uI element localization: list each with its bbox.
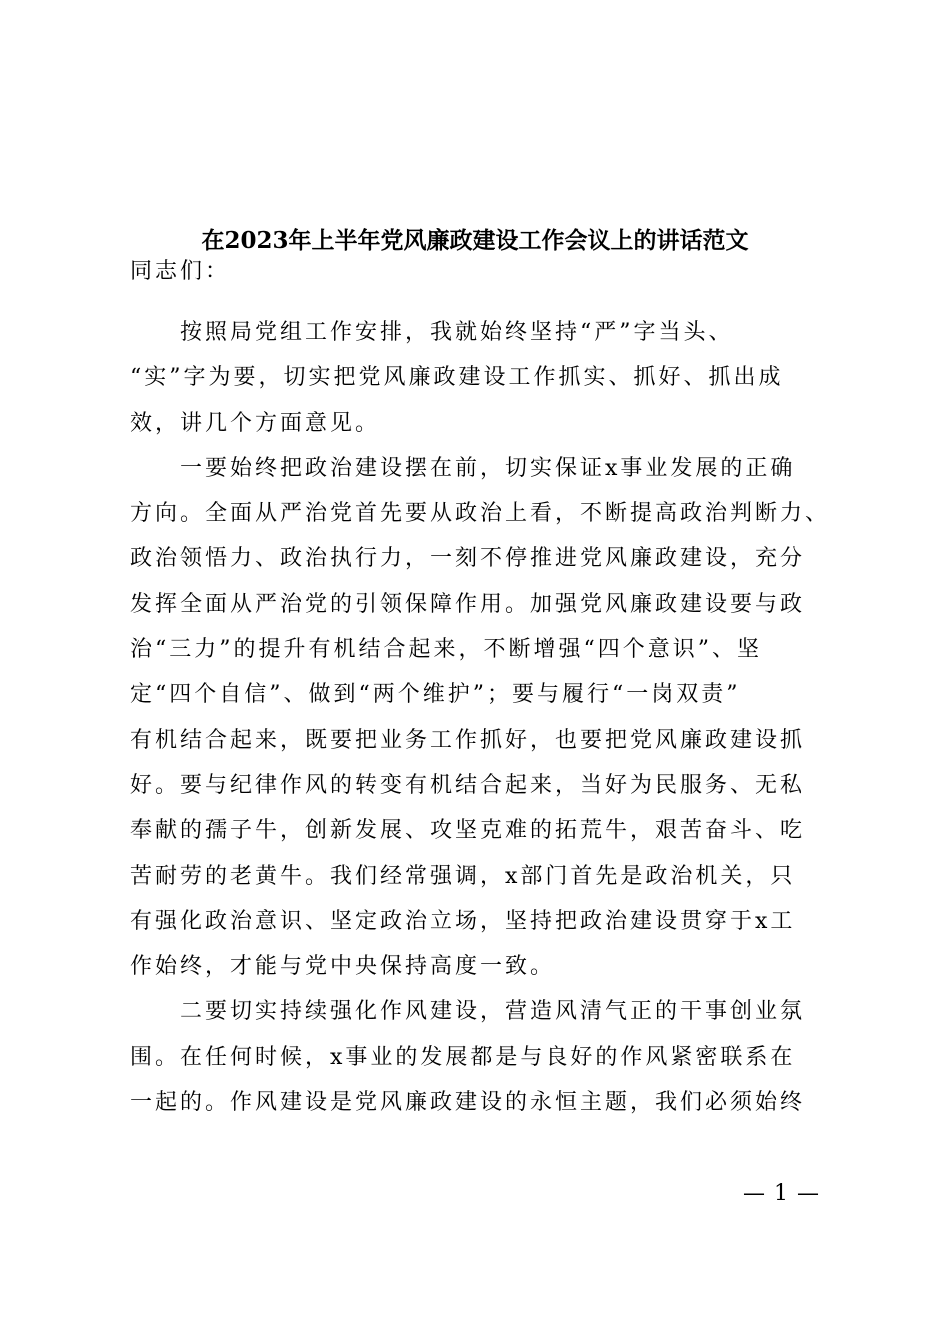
text-line: 发挥全面从严治党的引领保障作用。加强党风廉政建设要与政 <box>130 591 806 617</box>
text-line: 有强化政治意识、坚定政治立场，坚持把政治建设贯穿于x工 <box>130 908 796 934</box>
greeting: 同志们： <box>130 259 231 284</box>
text-line: 效，讲几个方面意见。 <box>130 410 381 436</box>
page-number: — 1 — <box>743 1181 820 1206</box>
text-line: 有机结合起来，既要把业务工作抓好，也要把党风廉政建设抓 <box>130 727 806 753</box>
document-body <box>130 310 831 1125</box>
paragraph-political-construction <box>130 446 831 990</box>
text-line: “实”字为要，切实把党风廉政建设工作抓实、抓好、抓出成 <box>130 365 784 391</box>
document-title: 在2023年上半年党风廉政建设工作会议上的讲话范文 <box>201 227 749 254</box>
text-line: 围。在任何时候，x事业的发展都是与良好的作风紧密联系在 <box>130 1044 796 1070</box>
text-line: 苦耐劳的老黄牛。我们经常强调，x部门首先是政治机关，只 <box>130 863 796 889</box>
text-line: 按照局党组工作安排，我就始终坚持“严”字当头、 <box>180 320 734 345</box>
text-line: 作始终，才能与党中央保持高度一致。 <box>130 954 556 980</box>
text-line: 定“四个自信”、做到“两个维护”；要与履行“一岗双责” <box>130 682 741 708</box>
text-line: 二要切实持续强化作风建设，营造风清气正的干事创业氛 <box>180 999 806 1025</box>
text-line: 好。要与纪律作风的转变有机结合起来，当好为民服务、无私 <box>130 772 806 798</box>
text-line: 一要始终把政治建设摆在前，切实保证x事业发展的正确 <box>180 455 796 481</box>
text-line: 一起的。作风建设是党风廉政建设的永恒主题，我们必须始终 <box>130 1090 806 1116</box>
text-line: 政治领悟力、政治执行力，一刻不停推进党风廉政建设，充分 <box>130 546 806 572</box>
paragraph-intro <box>130 310 820 446</box>
text-line: 方向。全面从严治党首先要从政治上看，不断提高政治判断力、 <box>130 501 831 527</box>
text-line: 治“三力”的提升有机结合起来，不断增强“四个意识”、坚 <box>130 637 762 663</box>
paragraph-work-style <box>130 989 820 1125</box>
text-line: 奉献的孺子牛，创新发展、攻坚克难的拓荒牛，艰苦奋斗、吃 <box>130 818 806 844</box>
